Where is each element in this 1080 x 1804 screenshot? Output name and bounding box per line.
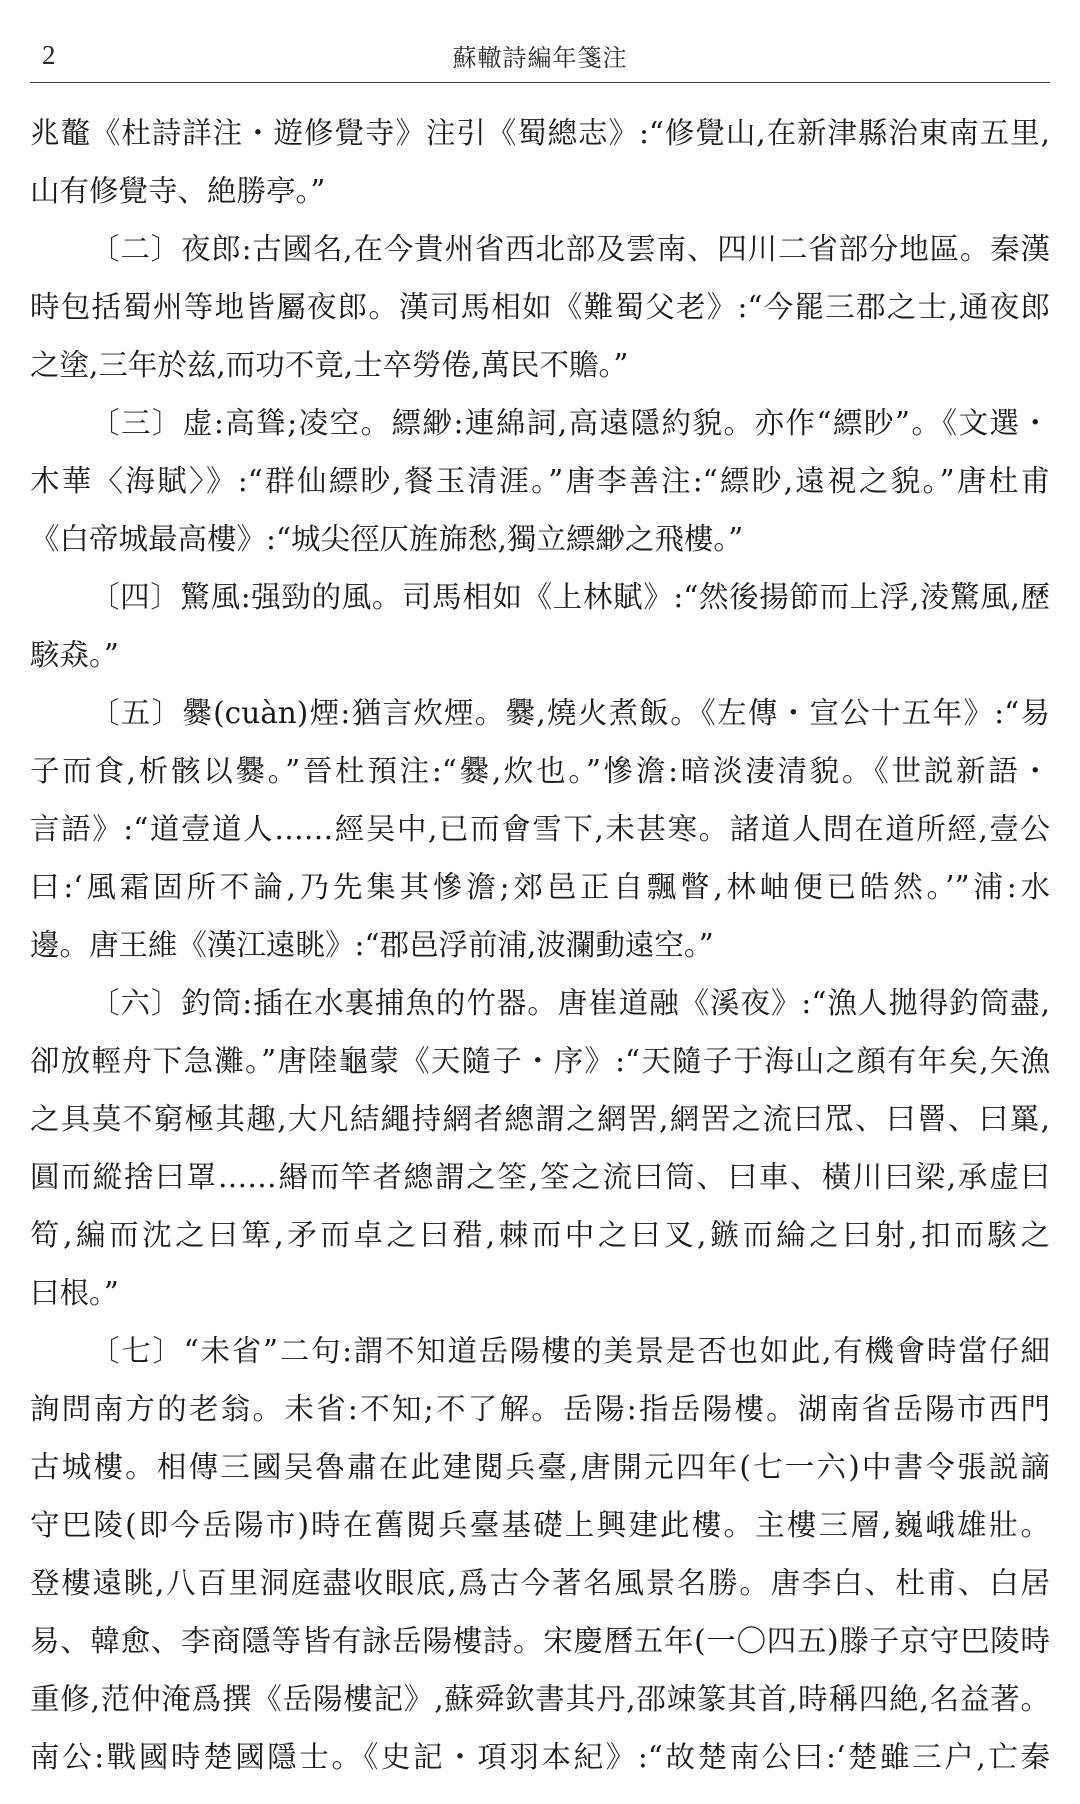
text-line: 〔四〕驚風:强勁的風。司馬相如《上林賦》:“然後揚節而上浮,淩驚風,歷 [90, 580, 1050, 614]
annotation-body [30, 104, 1050, 1786]
text-line: 山有修覺寺、絶勝亭。” [30, 174, 326, 208]
text-line: 南公:戰國時楚國隱士。《史記・項羽本紀》:“故楚南公曰:‘楚雖三户,亡秦 [30, 1740, 1050, 1774]
page-number: 2 [42, 40, 56, 70]
text-line: 〔五〕爨(cuàn)煙:猶言炊煙。爨,燒火煮飯。《左傳・宣公十五年》:“易 [90, 696, 1050, 730]
page-header [30, 34, 1050, 84]
text-line: 曰:‘風霜固所不論,乃先集其慘澹;郊邑正自飄瞥,林岫便已皓然。’”浦:水 [30, 870, 1050, 904]
text-line: 〔二〕夜郎:古國名,在今貴州省西北部及雲南、四川二省部分地區。秦漢 [90, 232, 1050, 266]
text-line: 守巴陵(即今岳陽市)時在舊閱兵臺基礎上興建此樓。主樓三層,巍峨雄壯。 [30, 1508, 1050, 1542]
text-line: 登樓遠眺,八百里洞庭盡收眼底,爲古今著名風景名勝。唐李白、杜甫、白居 [30, 1566, 1050, 1600]
text-line: 〔六〕釣筒:插在水裏捕魚的竹器。唐崔道融《溪夜》:“漁人拋得釣筒盡, [90, 986, 1050, 1020]
text-line: 曰根。” [30, 1276, 119, 1310]
text-line: 〔七〕“未省”二句:謂不知道岳陽樓的美景是否也如此,有機會時當仔細 [90, 1334, 1050, 1368]
text-line: 兆鼇《杜詩詳注・遊修覺寺》注引《蜀總志》:“修覺山,在新津縣治東南五里, [30, 116, 1050, 150]
text-line: 古城樓。相傳三國吴魯肅在此建閱兵臺,唐開元四年(七一六)中書令張説謫 [30, 1450, 1050, 1484]
text-line: 木華〈海賦〉》:“群仙縹眇,餐玉清涯。”唐李善注:“縹眇,遠視之貌。”唐杜甫 [30, 464, 1050, 498]
text-line: 〔三〕虚:高聳;凌空。縹緲:連綿詞,高遠隱約貌。亦作“縹眇”。《文選・ [90, 406, 1050, 440]
text-line: 之具莫不窮極其趣,大凡結繩持網者總謂之網罟,網罟之流曰罛、曰罾、曰罺, [30, 1102, 1050, 1136]
running-title: 蘇轍詩編年箋注 [452, 44, 628, 72]
text-line: 言語》:“道壹道人……經吴中,已而會雪下,未甚寒。諸道人問在道所經,壹公 [30, 812, 1050, 846]
text-line: 子而食,析骸以爨。”晉杜預注:“爨,炊也。”慘澹:暗淡淒清貌。《世説新語・ [30, 754, 1050, 788]
text-line: 駭猋。” [30, 638, 119, 672]
header-divider [30, 82, 1050, 83]
text-line: 之塗,三年於兹,而功不竟,士卒勞倦,萬民不贍。” [30, 348, 629, 382]
text-line: 邊。唐王維《漢江遠眺》:“郡邑浮前浦,波瀾動遠空。” [30, 928, 714, 962]
text-line: 重修,范仲淹爲撰《岳陽樓記》,蘇舜欽書其丹,邵竦篆其首,時稱四絶,名益著。 [30, 1682, 1050, 1716]
text-line: 詢問南方的老翁。未省:不知;不了解。岳陽:指岳陽樓。湖南省岳陽市西門 [30, 1392, 1050, 1426]
text-line: 卻放輕舟下急灘。”唐陸龜蒙《天隨子・序》:“天隨子于海山之顔有年矣,矢漁 [30, 1044, 1050, 1078]
text-line: 《白帝城最高樓》:“城尖徑仄旌旆愁,獨立縹緲之飛樓。” [30, 522, 744, 556]
text-line: 圓而縱捨曰罩……緡而竿者總謂之筌,筌之流曰筒、曰車、橫川曰梁,承虚曰 [30, 1160, 1050, 1194]
text-line: 易、韓愈、李商隱等皆有詠岳陽樓詩。宋慶曆五年(一〇四五)滕子京守巴陵時 [30, 1624, 1050, 1658]
text-line: 時包括蜀州等地皆屬夜郎。漢司馬相如《難蜀父老》:“今罷三郡之士,通夜郎 [30, 290, 1050, 324]
text-line: 笱,編而沈之曰箄,矛而卓之曰矠,棘而中之曰叉,鏃而綸之曰射,扣而駭之 [30, 1218, 1050, 1252]
